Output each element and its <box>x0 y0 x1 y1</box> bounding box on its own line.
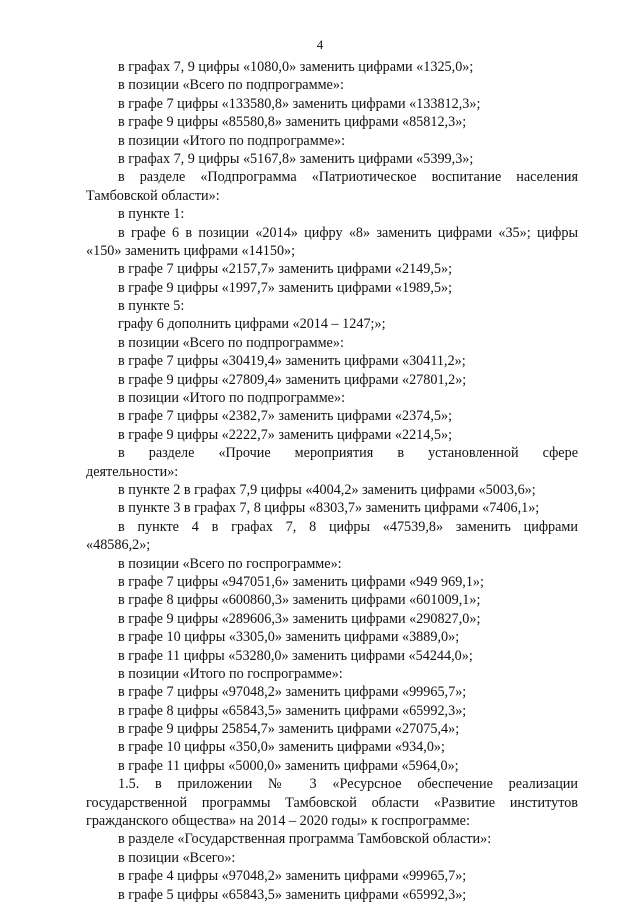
text-line: в пункте 5: <box>118 298 185 315</box>
page-number: 4 <box>316 37 324 52</box>
text-line: «48586,2»; <box>86 537 151 554</box>
text-line: деятельности»: <box>86 463 179 480</box>
text-line: государственной программы Тамбовской области «Развитие институтов <box>86 794 578 811</box>
text-line: в графе 7 цифры «2157,7» заменить цифрами «2149,5»; <box>118 261 453 278</box>
text-line: в графе 9 цифры «1997,7» заменить цифрами «1989,5»; <box>118 279 453 296</box>
text-line: в графе 6 в позиции «2014» цифру «8» заменить цифрами «35»; цифры <box>118 224 578 241</box>
text-line: в пункте 1: <box>118 206 185 223</box>
text-line: в графе 10 цифры «350,0» заменить цифрами «934,0»; <box>118 739 445 756</box>
text-line: графу 6 дополнить цифрами «2014 – 1247;»; <box>118 316 386 333</box>
text-line: в позиции «Всего»: <box>118 849 236 866</box>
text-line: в пункте 3 в графах 7, 8 цифры «8303,7» заменить цифрами «7406,1»; <box>118 500 540 517</box>
text-line: в графе 7 цифры «133580,8» заменить цифрами «133812,3»; <box>118 95 481 112</box>
text-line: в разделе «Подпрограмма «Патриотическое воспитание населения <box>118 169 578 186</box>
text-line: в графе 7 цифры «2382,7» заменить цифрами «2374,5»; <box>118 408 453 425</box>
text-line: в позиции «Всего по госпрограмме»: <box>118 555 342 572</box>
text-line: «150» заменить цифрами «14150»; <box>86 242 296 259</box>
text-line: в графе 8 цифры «600860,3» заменить цифрами «601009,1»; <box>118 592 481 609</box>
text-line: в позиции «Итого по подпрограмме»: <box>118 132 346 149</box>
text-line: в графе 9 цифры «27809,4» заменить цифрами «27801,2»; <box>118 371 467 388</box>
text-line: в графе 7 цифры «947051,6» заменить цифрами «949 969,1»; <box>118 573 484 590</box>
text-line: в графе 8 цифры «65843,5» заменить цифрами «65992,3»; <box>118 702 467 719</box>
text-line: в разделе «Прочие мероприятия в установленной сфере <box>118 445 578 462</box>
text-line: в позиции «Всего по подпрограмме»: <box>118 77 344 94</box>
text-line: в графе 10 цифры «3305,0» заменить цифрами «3889,0»; <box>118 629 460 646</box>
text-line: в графе 9 цифры 25854,7» заменить цифрами «27075,4»; <box>118 721 460 738</box>
text-line: в графе 11 цифры «5000,0» заменить цифрами «5964,0»; <box>118 757 459 774</box>
text-line: в разделе «Государственная программа Тамбовской области»: <box>118 831 492 848</box>
text-line: в графе 9 цифры «85580,8» заменить цифрами «85812,3»; <box>118 114 467 131</box>
document-body <box>86 58 578 904</box>
text-line: в графе 11 цифры «53280,0» заменить цифрами «54244,0»; <box>118 647 473 664</box>
text-line: в графах 7, 9 цифры «5167,8» заменить цифрами «5399,3»; <box>118 150 474 167</box>
text-line: в позиции «Итого по госпрограмме»: <box>118 665 343 682</box>
text-line: в графе 7 цифры «97048,2» заменить цифрами «99965,7»; <box>118 684 467 701</box>
text-line: в позиции «Всего по подпрограмме»: <box>118 334 344 351</box>
text-line: в графе 7 цифры «30419,4» заменить цифрами «30411,2»; <box>118 353 466 370</box>
text-line: в пункте 4 в графах 7, 8 цифры «47539,8» заменить цифрами <box>118 518 578 535</box>
text-line: 1.5. в приложении № 3 «Ресурсное обеспечение реализации <box>118 776 578 793</box>
text-line: в графе 9 цифры «2222,7» заменить цифрами «2214,5»; <box>118 426 453 443</box>
text-line: в графах 7, 9 цифры «1080,0» заменить цифрами «1325,0»; <box>118 59 474 75</box>
text-line: в графе 5 цифры «65843,5» заменить цифрами «65992,3»; <box>118 886 467 903</box>
text-line: в графе 9 цифры «289606,3» заменить цифрами «290827,0»; <box>118 610 481 627</box>
text-line: гражданского общества» на 2014 – 2020 годы» к госпрограмме: <box>86 813 470 830</box>
text-line: в позиции «Итого по подпрограмме»: <box>118 390 346 407</box>
text-line: в пункте 2 в графах 7,9 цифры «4004,2» заменить цифрами «5003,6»; <box>118 481 536 498</box>
text-line: в графе 4 цифры «97048,2» заменить цифрами «99965,7»; <box>118 868 467 885</box>
text-line: Тамбовской области»: <box>86 187 220 204</box>
